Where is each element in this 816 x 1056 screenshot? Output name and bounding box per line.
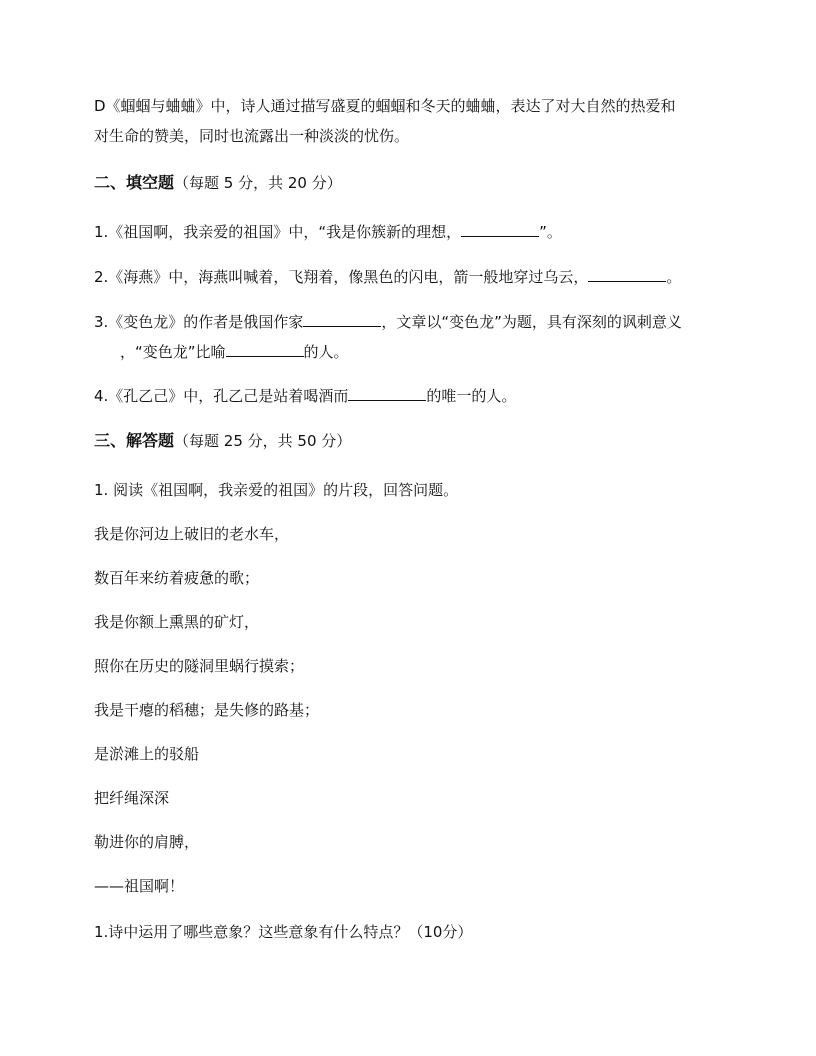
fill-question-4 xyxy=(94,385,516,406)
answer-blank xyxy=(303,311,381,327)
poem-line: 我是干瘪的稻穗；是失修的路基； xyxy=(94,701,320,719)
section-3-note: （每题 25 分，共 50 分） xyxy=(174,432,352,450)
poem-line: 我是你河边上破旧的老水车， xyxy=(94,525,290,543)
option-d-line-1: D《蝈蝈与蛐蛐》中，诗人通过描写盛夏的蝈蝈和冬天的蛐蛐，表达了对大自然的热爱和 xyxy=(94,97,676,115)
fill-q3-text: 3.《变色龙》的作者是俄国作家 xyxy=(94,313,304,331)
section-3-heading xyxy=(94,431,351,451)
section-2-title: 二、填空题 xyxy=(94,173,175,192)
fill-question-3 xyxy=(94,311,682,332)
section-2-heading xyxy=(94,173,342,193)
poem-line: 是淤滩上的驳船 xyxy=(94,745,200,763)
answer-blank xyxy=(588,266,666,282)
reading-question-1: 1.诗中运用了哪些意象？这些意象有什么特点？（10分） xyxy=(94,923,473,941)
fill-question-3-line-2 xyxy=(120,341,349,362)
section-2-note: （每题 5 分，共 20 分） xyxy=(174,174,342,192)
fill-q3-line2-text: ，“变色龙”比喻 xyxy=(120,343,226,361)
option-d-line-2: 对生命的赞美，同时也流露出一种淡淡的忧伤。 xyxy=(94,127,410,145)
fill-q4-text: 4.《孔乙己》中，孔乙己是站着喝酒而 xyxy=(94,387,349,405)
poem-line: 勒进你的肩膊， xyxy=(94,833,200,851)
fill-q1-end: ”。 xyxy=(539,223,562,241)
fill-q1-text: 1.《祖国啊，我亲爱的祖国》中，“我是你簇新的理想， xyxy=(94,223,462,241)
fill-q3-line2-end: 的人。 xyxy=(303,343,349,361)
fill-question-2 xyxy=(94,266,681,287)
poem-line: 数百年来纺着疲惫的歌； xyxy=(94,569,260,587)
reading-intro: 1. 阅读《祖国啊，我亲爱的祖国》的片段，回答问题。 xyxy=(94,481,459,499)
fill-q3-middle: ，文章以“变色龙”为题，具有深刻的讽刺意义 xyxy=(381,313,682,331)
poem-line: ——祖国啊！ xyxy=(94,877,185,895)
answer-blank xyxy=(348,385,426,401)
section-3-title: 三、解答题 xyxy=(94,431,175,450)
fill-question-1 xyxy=(94,221,562,242)
poem-line: 照你在历史的隧洞里蜗行摸索； xyxy=(94,657,305,675)
answer-blank xyxy=(461,221,539,237)
poem-line: 我是你额上熏黑的矿灯， xyxy=(94,613,260,631)
fill-q2-text: 2.《海燕》中，海燕叫喊着，飞翔着，像黑色的闪电，箭一般地穿过乌云， xyxy=(94,268,589,286)
fill-q2-end: 。 xyxy=(666,268,682,286)
poem-line: 把纤绳深深 xyxy=(94,789,170,807)
fill-q4-end: 的唯一的人。 xyxy=(426,387,517,405)
answer-blank xyxy=(226,341,304,357)
